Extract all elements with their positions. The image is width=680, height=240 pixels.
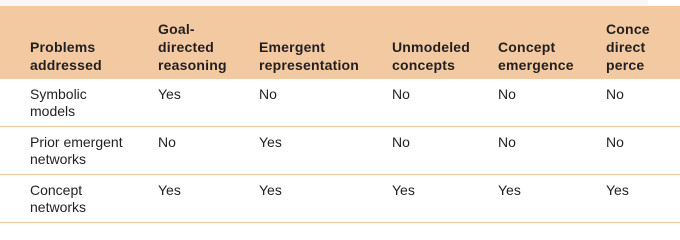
header-concept-emergence: Concept emergence	[498, 39, 574, 73]
header-unmodeled-concepts: Unmodeled concepts	[392, 39, 471, 73]
table-cell: Yes	[158, 175, 259, 223]
row-label-concept-networks: Concept networks	[0, 175, 158, 223]
table-cell: Yes	[606, 175, 680, 223]
table-row	[0, 127, 680, 175]
table-cell: Yes	[259, 127, 392, 175]
header-row	[0, 6, 680, 79]
table-row	[0, 175, 680, 223]
table-cell: No	[259, 79, 392, 127]
comparison-table	[0, 6, 680, 223]
table-cell: Yes	[392, 175, 498, 223]
table-cell: No	[498, 79, 606, 127]
header-concept-directed-perception: Conce direct perce	[606, 21, 650, 73]
table-cell: No	[606, 79, 680, 127]
table-row	[0, 79, 680, 127]
table-cell: Yes	[158, 79, 259, 127]
table-cell: No	[498, 127, 606, 175]
table-cell: No	[392, 127, 498, 175]
table-cell: No	[606, 127, 680, 175]
header-goal-directed-reasoning: Goal- directed reasoning	[158, 21, 227, 73]
header-emergent-representation: Emergent representation	[259, 39, 360, 73]
row-label-prior-emergent-networks: Prior emergent networks	[0, 127, 158, 175]
row-label-symbolic-models: Symbolic models	[0, 79, 158, 127]
table-cell: No	[158, 127, 259, 175]
table-cell: No	[392, 79, 498, 127]
table-cell: Yes	[498, 175, 606, 223]
table-cell: Yes	[259, 175, 392, 223]
header-problems-addressed: Problems addressed	[30, 39, 102, 73]
